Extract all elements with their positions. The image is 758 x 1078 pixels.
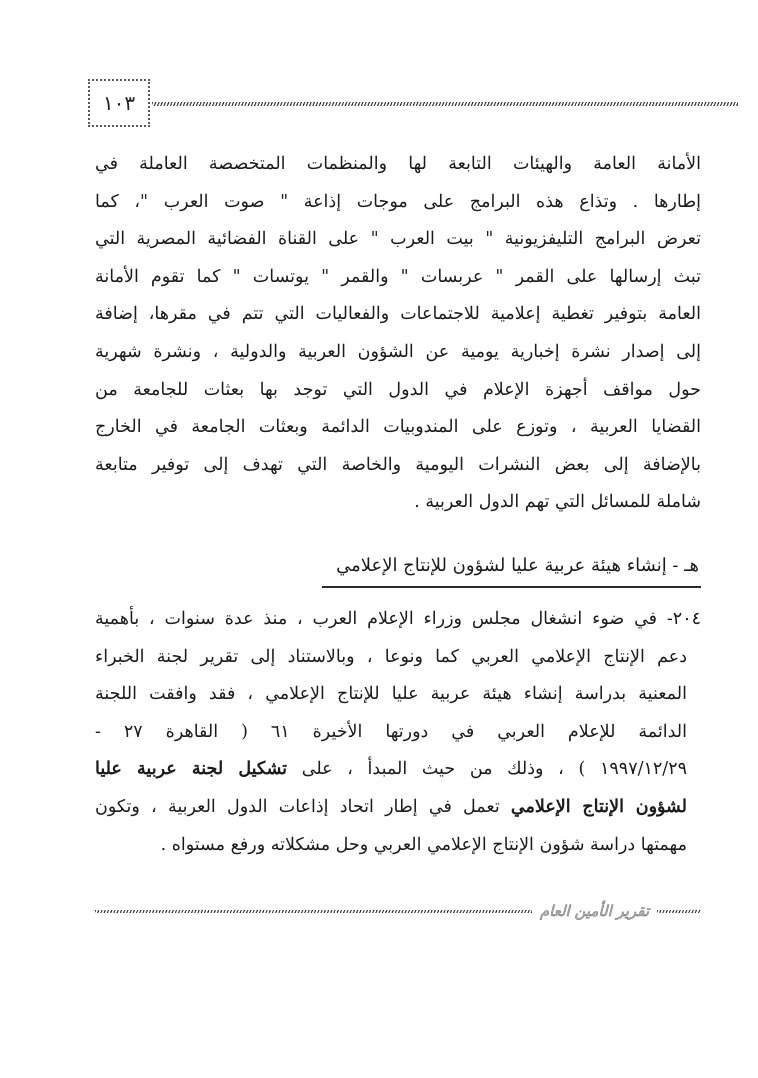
page-number: ١٠٣ [102, 91, 136, 115]
section-heading-text: هـ - إنشاء هيئة عربية عليا لشؤون للإنتاج الإعلامي [322, 549, 701, 588]
text-segment: دعم الإنتاج الإعلامي العربي كما ونوعا ، وبالاستناد إلى تقرير لجنة الخبراء [95, 646, 687, 667]
text-segment: تبث إرسالها على القمر " عربسات " والقمر " يوتسات " كما تقوم الأمانة [95, 266, 701, 287]
paragraph-general-secretariat [95, 146, 701, 522]
text-line [95, 639, 701, 677]
text-line [95, 751, 701, 789]
text-line [95, 184, 701, 222]
top-rule [152, 102, 738, 106]
text-line [95, 296, 701, 334]
text-line [95, 259, 701, 297]
page-footer [95, 898, 701, 924]
text-segment: ١٩٩٧/١٢/٢٩ ) ، وذلك من حيث المبدأ ، على [287, 759, 687, 780]
text-segment: الدائمة للإعلام العربي في دورتها الأخيرة ٦١ ( القاهرة ٢٧ - [95, 721, 687, 742]
text-segment: بالإضافة إلى بعض النشرات اليومية والخاصة التي تهدف إلى توفير متابعة [95, 454, 701, 475]
text-segment: تعمل في إطار اتحاد إذاعات الدول العربية ، وتكون [95, 796, 511, 817]
text-segment: شاملة للمسائل التي تهم الدول العربية . [414, 492, 701, 513]
text-line [95, 372, 701, 410]
text-line [95, 447, 701, 485]
text-line [95, 484, 701, 522]
text-segment: ٢٠٤- في ضوء انشغال مجلس وزراء الإعلام العرب ، منذ عدة سنوات ، بأهمية [95, 609, 701, 629]
text-line [95, 601, 701, 639]
text-line [95, 789, 701, 827]
text-segment: تعرض البرامج التليفزيونية " بيت العرب " على القناة الفضائية المصرية التي [95, 229, 701, 250]
footer-rule [95, 910, 532, 913]
footer-title: تقرير الأمين العام [539, 902, 649, 920]
text-segment: إلى إصدار نشرة إخبارية يومية عن الشؤون العربية والدولية ، ونشرة شهرية [95, 341, 701, 362]
text-line [95, 334, 701, 372]
section-heading [95, 549, 701, 588]
text-line [95, 676, 701, 714]
footer-rule-short [657, 910, 701, 913]
text-line [95, 827, 701, 865]
text-segment: مهمتها دراسة شؤون الإنتاج الإعلامي العربي وحل مشكلاته ورفع مستواه . [160, 834, 687, 855]
text-segment: المعنية بدراسة إنشاء هيئة عربية عليا للإنتاج الإعلامي ، فقد وافقت اللجنة [95, 684, 687, 705]
bold-text-segment: لشؤون الإنتاج الإعلامي [510, 796, 687, 817]
bold-text-segment: تشكيل لجنة عربية عليا [95, 759, 288, 780]
text-segment: حول مواقف أجهزة الإعلام في الدول التي توجد بها بعثات للجامعة من [95, 379, 701, 400]
text-segment: القضايا العربية ، وتوزع على المندوبيات الدائمة وبعثات الجامعة في الخارج [95, 417, 701, 438]
paragraph-204 [95, 601, 701, 864]
page-number-box [88, 79, 150, 127]
text-segment: إطارها . وتذاع هذه البرامج على موجات إذاعة " صوت العرب "، كما [95, 191, 701, 212]
text-line [95, 409, 701, 447]
text-segment: الأمانة العامة والهيئات التابعة لها والمنظمات المتخصصة العاملة في [95, 154, 701, 174]
text-line [95, 714, 701, 752]
text-line [95, 221, 701, 259]
text-segment: العامة بتوفير تغطية إعلامية للاجتماعات والفعاليات التي تتم في مقرها، إضافة [95, 304, 701, 325]
text-line [95, 146, 701, 184]
